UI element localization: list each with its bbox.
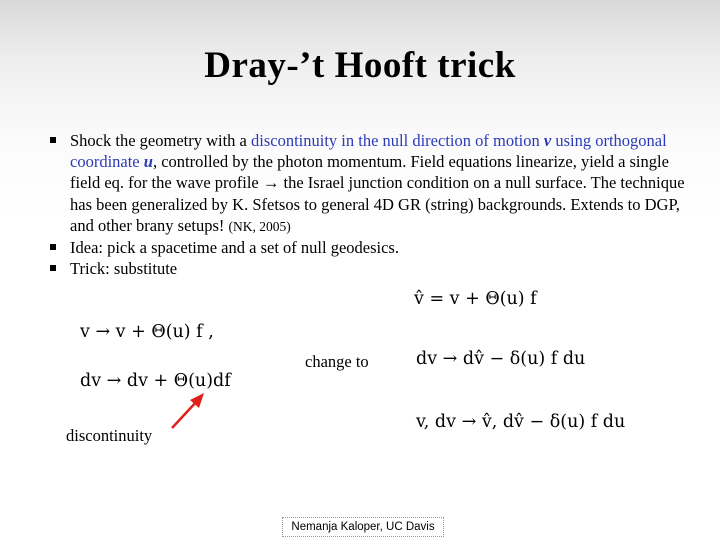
equation-vhat: v̂ = v + Θ(u) f <box>406 283 596 315</box>
bullet-square-icon <box>50 244 56 250</box>
equation-dv-hat: dv → dv̂ − δ(u) f du <box>408 340 698 378</box>
bullet-text-part: , controlled by the photon momentum. Field equations linearize, yield a single field eq. for the wave profile → the Israel junction condition on a null surface. The technique has been generalized by K. Sfetsos to general 4D GR (string) backgrounds. Extends to DGP, and other brany setups! <box>70 152 685 235</box>
equation-v-shift: v → v + Θ(u) f , <box>72 314 284 350</box>
bullet-text-part: Shock the geometry with a <box>70 131 252 150</box>
bullet-square-icon <box>50 265 56 271</box>
bullet-item-idea <box>50 237 690 258</box>
bullet-list <box>50 130 690 279</box>
bullet-item-trick <box>50 258 690 279</box>
equation-combined: v, dv → v̂, dv̂ − δ(u) f du <box>408 402 698 442</box>
arrow-icon <box>168 390 208 432</box>
slide-title: Dray-’t Hooft trick <box>204 45 516 86</box>
change-to-label: change to <box>305 352 369 371</box>
equation-dv-shift: dv → dv + Θ(u)df <box>72 364 286 398</box>
symbol-u: u <box>143 152 153 172</box>
bullet-text: Idea: pick a spacetime and a set of null geodesics. <box>70 238 399 258</box>
bullet-square-icon <box>50 137 56 143</box>
bullet-item-shock <box>50 130 690 237</box>
highlight-text: discontinuity in the null direction of motion <box>251 131 540 150</box>
discontinuity-label: discontinuity <box>66 426 153 445</box>
symbol-v: v <box>543 131 552 150</box>
bullet-text: Trick: substitute <box>70 259 178 279</box>
footer-author: Nemanja Kaloper, UC Davis <box>282 517 444 537</box>
citation-note: (NK, 2005) <box>228 218 291 234</box>
highlight-text: using orthogonal coordinate <box>70 131 667 172</box>
